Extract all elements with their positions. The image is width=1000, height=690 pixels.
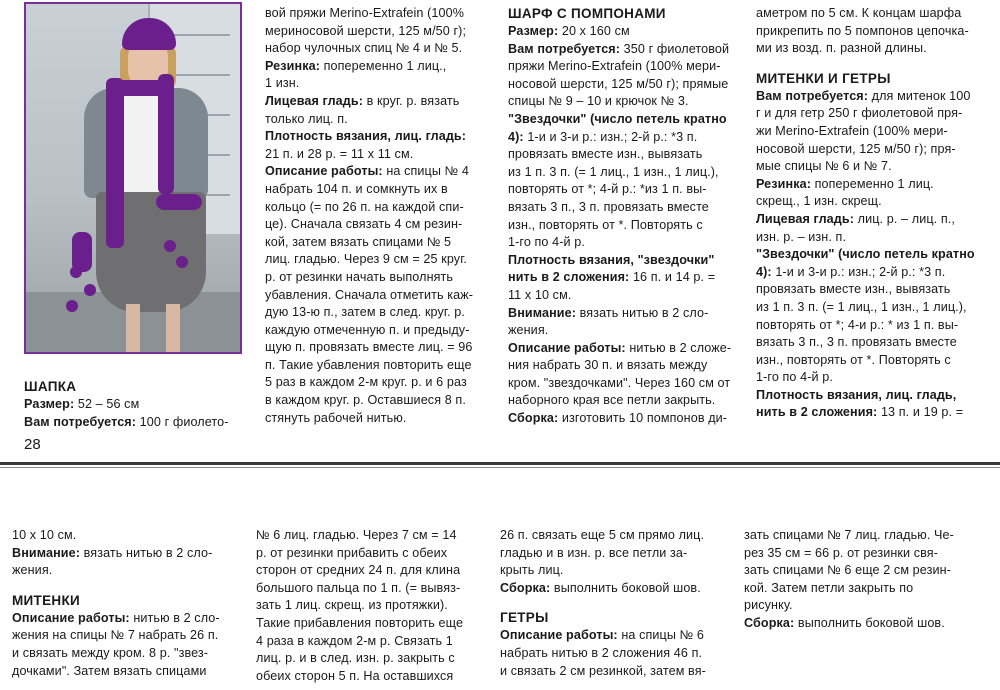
stockinette-spec: Лицевая гладь: в круг. р. вязать: [265, 93, 460, 108]
scarf-need: Вам потребуется: 350 г фиолетовой: [508, 41, 730, 56]
gaiters-continued: зать спицами № 7 лиц. гладью. Че- рез 35 см = 66 р. от резинки свя- зать спицами № 6 еще 2 см резин- кой. Затем петли закрыть по рисунку. Сборка: выполнить боковой шов.: [744, 527, 966, 633]
photo-pompom: [84, 284, 96, 296]
scarf-column: ШАРФ С ПОМПОНАМИ Размер: 20 х 160 см Вам потребуется: 350 г фиолетовой пряжи Merino-Extrafein (100% мери- носовой шерсти, 125 м/50 г); прямые спицы № 9 – 10 и крючок № 3. "Звездочки" (число петель кратно 4): 1-и и 3-и р.: изн.; 2-й р.: *3 п. провязать вместе изн., вывязать из 1 п. 3 п. (= 1 лиц., 1 изн., 1 лиц.), повторять от *; 4-й р.: *из 1 п. вы- вязать 3 п., 3 п. провязать вместе изн., повторять от *. Повторять с 1-го по 4-й р. Плотность вязания, "звездочки" нить в 2 сложения: 16 п. и 14 р. = 11 х 10 см. Внимание: вязать нитью в 2 сло- жения. Описание работы: нитью в 2 сложе- ния набрать 30 п. и вязать между кром. "звездочками". Через 160 см от наборного края все петли закрыть. Сборка: изготовить 10 помпонов ди-: [508, 5, 734, 428]
rib-spec: Резинка: попеременно 1 лиц.,: [265, 58, 447, 73]
scarf-size: Размер: 20 х 160 см: [508, 24, 630, 38]
hat-size: Размер: 52 – 56 см: [24, 397, 140, 411]
hat-title: ШАПКА: [24, 379, 77, 394]
scarf-gauge: Плотность вязания, "звездочки": [508, 252, 715, 267]
work-description: Описание работы: на спицы № 4: [265, 164, 469, 179]
mittens-description: Описание работы: нитью в 2 сло-: [12, 610, 220, 625]
mittens-attention: Внимание: вязать нитью в 2 сло-: [12, 545, 213, 560]
mittens-assembly: Сборка: выполнить боковой шов.: [500, 580, 701, 595]
photo-scarf-neck: [118, 80, 168, 96]
gauge-spec: Плотность вязания, лиц. гладь:: [265, 129, 467, 144]
model-photo: [26, 4, 240, 352]
page-divider: [0, 462, 1000, 465]
gaiters-title: ГЕТРЫ: [500, 610, 549, 626]
photo-pompom: [176, 256, 188, 268]
page-number: 28: [24, 436, 41, 453]
scarf-title: ШАРФ С ПОМПОНАМИ: [508, 6, 666, 21]
mittens-gaiters-title: МИТЕНКИ И ГЕТРЫ: [756, 70, 891, 86]
star-pattern-label-2: "Звездочки" (число петель кратно: [756, 247, 975, 262]
gaiters-assembly: Сборка: выполнить боковой шов.: [744, 615, 945, 630]
stockinette-spec-2: Лицевая гладь: лиц. р. – лиц. п.,: [756, 211, 955, 226]
photo-mitten: [156, 194, 202, 210]
mittens-gauge: Плотность вязания, лиц. гладь,: [756, 387, 957, 402]
scarf-description: Описание работы: нитью в 2 сложе-: [508, 340, 732, 355]
photo-leg-left: [126, 304, 140, 352]
mittens-continued: № 6 лиц. гладью. Через 7 см = 14 р. от резинки прибавить с обеих сторон от средних 24 п. для клина большого пальца по 1 п. (= вывяз- зать 1 лиц. скрещ. из протяжки). Такие прибавления повторить еще 4 раза в каждом 2-м р. Связать 1 лиц. р. и в след. изн. р. закрыть с обеих сторон 5 п. На оставшихся: [256, 528, 464, 683]
mittens-gaiters-need: Вам потребуется: для митенок 100: [756, 88, 971, 103]
photo-leg-right: [166, 304, 180, 352]
photo-pompom: [164, 240, 176, 252]
photo-pompom: [66, 300, 78, 312]
scarf-assembly: Сборка: изготовить 10 помпонов ди-: [508, 411, 728, 426]
photo-scarf-left: [106, 78, 124, 248]
hat-instructions-column: вой пряжи Merino-Extrafein (100% мериносовой шерсти, 125 м/50 г); набор чулочных спиц № 4 и № 5. Резинка: попеременно 1 лиц., 1 изн. Лицевая гладь: в круг. р. вязать только лиц. п. Плотность вязания, лиц. гладь: 21 п. и 28 р. = 11 х 11 см. Описание работы: на спицы № 4 набрать 104 п. и сомкнуть их в кольцо (= по 26 п. на каждой спи- це). Сначала связать 4 см резин- кой, затем вязать спицами № 5 лиц. гладью. Через 9 см = 25 круг. р. от резинки начать выполнять убавления. Сначала отметить каж- дую 13-ю п., затем в след. круг. р. каждую отмеченную п. и предыду- щую п. провязать вместе лиц. = 96 п. Такие убавления повторить еще 5 раз в каждом 2-м круг. р. и 6 раз в каждом круг. р. Оставшиеся 8 п. стянуть рабочей нитью.: [265, 5, 489, 427]
hat-need: Вам потребуется: 100 г фиолето-: [24, 414, 229, 429]
mittens-section: 10 х 10 см. Внимание: вязать нитью в 2 сло- жения. МИТЕНКИ Описание работы: нитью в 2 сло- жения на спицы № 7 набрать 26 п. и связать между кром. 8 р. "звез- дочками". Затем вязать спицами: [12, 527, 234, 680]
gaiters-description: Описание работы: на спицы № 6: [500, 628, 704, 643]
gaiters-section: 26 п. связать еще 5 см прямо лиц. гладью и в изн. р. все петли за- крыть лиц. Сборка: выполнить боковой шов. ГЕТРЫ Описание работы: на спицы № 6 набрать нитью в 2 сложения 46 п. и связать 2 см резинкой, затем вя-: [500, 527, 724, 680]
twisted-rib-spec: Резинка: попеременно 1 лиц.: [756, 176, 934, 191]
page-divider-shadow: [0, 467, 1000, 468]
hat-section: [24, 378, 242, 431]
scarf-attention: Внимание: вязать нитью в 2 сло-: [508, 305, 709, 320]
photo-pompom: [70, 266, 82, 278]
mittens-gaiters-column: аметром по 5 см. К концам шарфа прикрепить по 5 помпонов цепочка- ми из возд. п. разной длины. МИТЕНКИ И ГЕТРЫ Вам потребуется: для митенок 100 г и для гетр 250 г фиолетовой пря- жи Merino-Extrafein (100% мери- носовой шерсти, 125 м/50 г); пря- мые спицы № 6 и № 7. Резинка: попеременно 1 лиц. скрещ., 1 изн. скрещ. Лицевая гладь: лиц. р. – лиц. п., изн. р. – изн. п. "Звездочки" (число петель кратно 4): 1-и и 3-и р.: изн.; 2-й р.: *3 п. провязать вместе изн., вывязать из 1 п. 3 п. (= 1 лиц., 1 изн., 1 лиц.), повторять от *; 4-и р.: * из 1 п. вы- вязать 3 п., 3 п. провязать вместе изн., повторять от *. Повторять с 1-го по 4-й р. Плотность вязания, лиц. гладь, нить в 2 сложения: 13 п. и 19 р. =: [756, 5, 978, 422]
star-pattern-label: "Звездочки" (число петель кратно: [508, 111, 727, 126]
mittens-title: МИТЕНКИ: [12, 592, 80, 608]
